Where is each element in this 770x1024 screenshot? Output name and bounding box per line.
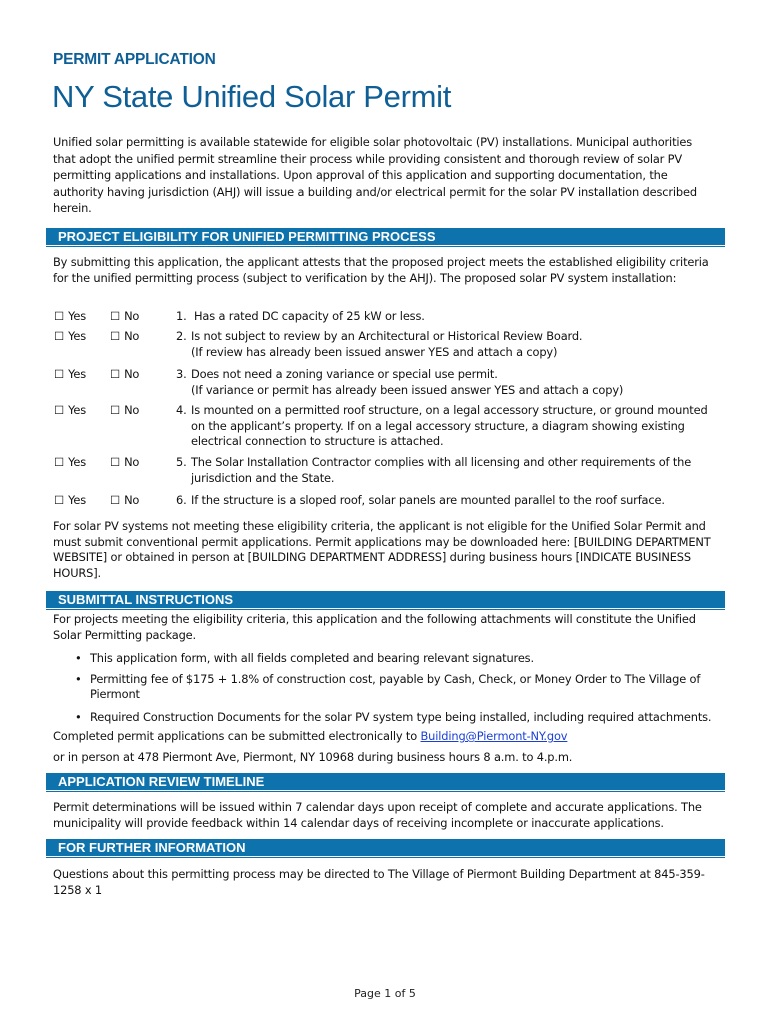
checkbox-icon: ☐: [110, 455, 121, 469]
no-label: No: [124, 367, 140, 381]
checkbox-icon: ☐: [110, 329, 121, 343]
section-header-timeline: APPLICATION REVIEW TIMELINE: [46, 773, 725, 790]
checkbox-icon: ☐: [54, 403, 65, 417]
electronic-prefix: Completed permit applications can be submitted electronically to: [53, 729, 421, 743]
yes-checkbox[interactable]: [54, 367, 86, 383]
criterion-number: 2.: [176, 329, 187, 343]
criterion-text: [176, 329, 721, 360]
criterion-text: [176, 403, 721, 450]
checkbox-icon: ☐: [54, 493, 65, 507]
no-label: No: [124, 403, 140, 417]
criterion-number: 3.: [176, 367, 187, 381]
yes-checkbox[interactable]: [54, 329, 86, 345]
list-item: • This application form, with all fields completed and bearing relevant signatures.: [75, 651, 715, 667]
email-link[interactable]: Building@Piermont-NY.gov: [420, 729, 568, 743]
yes-label: Yes: [68, 367, 86, 381]
no-checkbox[interactable]: [110, 493, 139, 509]
checkbox-icon: ☐: [110, 367, 121, 381]
no-checkbox[interactable]: [110, 309, 139, 325]
list-item: • Required Construction Documents for the solar PV system type being installed, including required attachments.: [75, 710, 715, 726]
yes-label: Yes: [68, 493, 86, 507]
page-title: NY State Unified Solar Permit: [52, 79, 452, 114]
submittal-list: [75, 651, 715, 725]
yes-checkbox[interactable]: [54, 309, 86, 325]
yes-checkbox[interactable]: [54, 493, 86, 509]
criterion-number: 6.: [176, 493, 187, 507]
document-kicker: PERMIT APPLICATION: [53, 51, 216, 68]
checkbox-icon: ☐: [54, 329, 65, 343]
no-label: No: [124, 455, 140, 469]
eligibility-lead: By submitting this application, the applicant attests that the proposed project meets the established eligibility criteria for the unified permitting process (subject to verification by the AHJ). The proposed solar PV system installation:: [53, 255, 709, 285]
intro-paragraph: Unified solar permitting is available statewide for eligible solar photovoltaic (PV) installations. Municipal authorities that adopt the unified permit streamline their process while providing consistent and thorough review of solar PV permitting applications and installations. Upon approval of this application and supporting documentation, the authority having jurisdiction (AHJ) will issue a building and/or electrical permit for the solar PV installation described herein.: [53, 135, 697, 215]
list-item: • Permitting fee of $175 + 1.8% of construction cost, payable by Cash, Check, or Money Order to The Village of Piermont: [75, 672, 715, 703]
page-number: Page 1 of 5: [354, 987, 416, 1000]
section-header-submittal: SUBMITTAL INSTRUCTIONS: [46, 591, 725, 608]
yes-label: Yes: [68, 403, 86, 417]
timeline-paragraph: Permit determinations will be issued within 7 calendar days upon receipt of complete and accurate applications. The municipality will provide feedback within 14 calendar days of receiving incomplete or inaccurate applications.: [53, 800, 702, 830]
section-header-further-info: FOR FURTHER INFORMATION: [46, 839, 725, 856]
no-checkbox[interactable]: [110, 367, 139, 383]
not-eligible-paragraph: For solar PV systems not meeting these eligibility criteria, the applicant is not eligible for the Unified Solar Permit and must submit conventional permit applications. Permit applications may be downloaded here: [BUILDING DEPARTMENT WEBSITE] or obtained in person at [BUILDING DEPARTMENT ADDRESS] during business hours [INDICATE BUSINESS HOURS].: [53, 519, 711, 580]
no-label: No: [124, 329, 140, 343]
criterion-number: 1.: [176, 309, 187, 323]
criterion-text: [176, 493, 721, 509]
no-checkbox[interactable]: [110, 455, 139, 471]
criterion-text: [176, 367, 721, 398]
criterion-note: (If review has already been issued answer YES and attach a copy): [191, 344, 558, 359]
no-label: No: [124, 309, 140, 323]
checkbox-icon: ☐: [110, 309, 121, 323]
checkbox-icon: ☐: [110, 403, 121, 417]
checkbox-icon: ☐: [110, 493, 121, 507]
no-checkbox[interactable]: [110, 403, 139, 419]
submittal-lead: For projects meeting the eligibility criteria, this application and the following attachments will constitute the Unified Solar Permitting package.: [53, 612, 696, 642]
criterion-description: Is mounted on a permitted roof structure, on a legal accessory structure, or ground mounted on the applicant’s property. If on a legal accessory structure, a diagram showing existing electrical connection to structure is attached.: [191, 403, 708, 448]
criterion-description: Does not need a zoning variance or special use permit.: [191, 367, 498, 381]
yes-label: Yes: [68, 329, 86, 343]
criterion-description: The Solar Installation Contractor complies with all licensing and other requirements of the jurisdiction and the State.: [191, 455, 692, 485]
yes-label: Yes: [68, 455, 86, 469]
further-info-paragraph: Questions about this permitting process may be directed to The Village of Piermont Building Department at 845-359-1258 x 1: [53, 867, 705, 897]
no-label: No: [124, 493, 140, 507]
criterion-text: [176, 455, 721, 486]
criterion-number: 4.: [176, 403, 187, 417]
checkbox-icon: ☐: [54, 309, 65, 323]
in-person-submission: or in person at 478 Piermont Ave, Piermont, NY 10968 during business hours 8 a.m. to 4.p.m.: [53, 750, 573, 764]
yes-checkbox[interactable]: [54, 403, 86, 419]
checkbox-icon: ☐: [54, 367, 65, 381]
criterion-description: Is not subject to review by an Architectural or Historical Review Board.: [191, 329, 583, 343]
electronic-submission: [53, 729, 713, 745]
yes-checkbox[interactable]: [54, 455, 86, 471]
criterion-description: Has a rated DC capacity of 25 kW or less.: [194, 309, 425, 323]
no-checkbox[interactable]: [110, 329, 139, 345]
criterion-note: (If variance or permit has already been issued answer YES and attach a copy): [191, 382, 624, 397]
criterion-description: If the structure is a sloped roof, solar panels are mounted parallel to the roof surface.: [191, 493, 665, 507]
yes-label: Yes: [68, 309, 86, 323]
section-header-eligibility: PROJECT ELIGIBILITY FOR UNIFIED PERMITTING PROCESS: [46, 228, 725, 245]
criterion-number: 5.: [176, 455, 187, 469]
criterion-text: [176, 309, 721, 325]
checkbox-icon: ☐: [54, 455, 65, 469]
